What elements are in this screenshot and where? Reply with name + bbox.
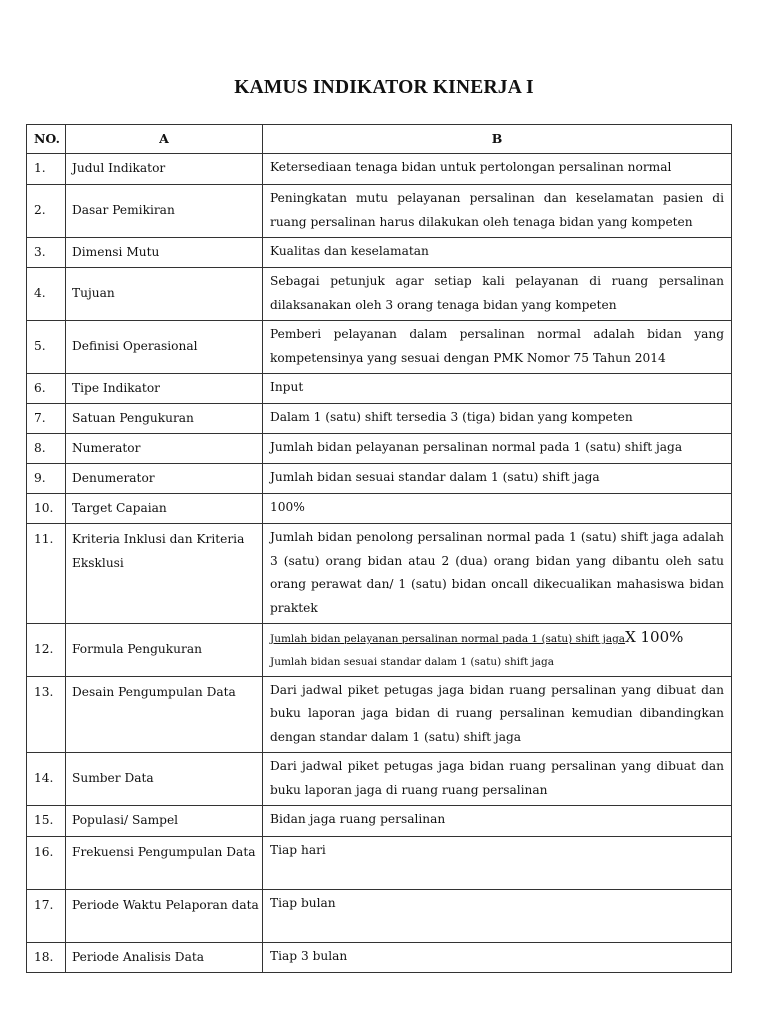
row-number: 7. <box>27 404 66 434</box>
row-label: Frekuensi Pengumpulan Data <box>66 837 263 890</box>
table-row <box>27 890 732 943</box>
table-row <box>27 524 732 624</box>
row-number: 6. <box>27 374 66 404</box>
row-label: Judul Indikator <box>66 154 263 185</box>
row-number: 3. <box>27 238 66 268</box>
row-value: Tiap bulan <box>263 890 732 943</box>
row-label: Populasi/ Sampel <box>66 806 263 837</box>
row-value: Tiap 3 bulan <box>263 943 732 973</box>
header-no: NO. <box>27 125 66 154</box>
row-label: Sumber Data <box>66 753 263 806</box>
indicator-table <box>26 124 732 973</box>
formula-denominator: Jumlah bidan sesuai standar dalam 1 (satu) shift jaga <box>270 655 555 668</box>
table-row <box>27 943 732 973</box>
row-value: Dari jadwal piket petugas jaga bidan ruang persalinan yang dibuat dan buku laporan jaga bidan di ruang persalinan kemudian dibandingkan dengan standar dalam 1 (satu) shift jaga <box>263 676 732 753</box>
row-label: Desain Pengumpulan Data <box>66 676 263 753</box>
header-b: B <box>263 125 732 154</box>
row-value: Sebagai petunjuk agar setiap kali pelayanan di ruang persalinan dilaksanakan oleh 3 orang tenaga bidan yang kompeten <box>263 268 732 321</box>
row-label: Kriteria Inklusi dan Kriteria Eksklusi <box>66 524 263 624</box>
row-label: Dasar Pemikiran <box>66 185 263 238</box>
row-value: Input <box>263 374 732 404</box>
row-label: Satuan Pengukuran <box>66 404 263 434</box>
row-number: 16. <box>27 837 66 890</box>
row-value: 100% <box>263 494 732 524</box>
table-row <box>27 154 732 185</box>
row-label: Denumerator <box>66 464 263 494</box>
row-label: Formula Pengukuran <box>66 624 263 677</box>
document-title: KAMUS INDIKATOR KINERJA I <box>234 77 534 98</box>
formula-cell <box>263 624 732 677</box>
table-row <box>27 404 732 434</box>
table-row <box>27 374 732 404</box>
row-number: 1. <box>27 154 66 185</box>
row-value: Bidan jaga ruang persalinan <box>263 806 732 837</box>
row-value: Jumlah bidan sesuai standar dalam 1 (satu) shift jaga <box>263 464 732 494</box>
formula-numerator: Jumlah bidan pelayanan persalinan normal pada 1 (satu) shift jaga <box>270 633 626 645</box>
row-label: Periode Analisis Data <box>66 943 263 973</box>
row-value: Peningkatan mutu pelayanan persalinan dan keselamatan pasien di ruang persalinan harus dilakukan oleh tenaga bidan yang kompeten <box>263 185 732 238</box>
table-row <box>27 676 732 753</box>
table-row <box>27 238 732 268</box>
row-number: 17. <box>27 890 66 943</box>
row-number: 8. <box>27 434 66 464</box>
row-value: Dalam 1 (satu) shift tersedia 3 (tiga) bidan yang kompeten <box>263 404 732 434</box>
row-value: Dari jadwal piket petugas jaga bidan ruang persalinan yang dibuat dan buku laporan jaga di ruang ruang persalinan <box>263 753 732 806</box>
row-value: Jumlah bidan penolong persalinan normal pada 1 (satu) shift jaga adalah 3 (satu) orang bidan atau 2 (dua) orang bidan yang dibantu oleh satu orang perawat dan/ 1 (satu) bidan oncall dikecualikan mahasiswa bidan praktek <box>263 524 732 624</box>
row-value: Tiap hari <box>263 837 732 890</box>
table-row <box>27 434 732 464</box>
row-number: 14. <box>27 753 66 806</box>
table-row <box>27 185 732 238</box>
row-number: 13. <box>27 676 66 753</box>
row-label: Dimensi Mutu <box>66 238 263 268</box>
row-number: 2. <box>27 185 66 238</box>
row-number: 12. <box>27 624 66 677</box>
table-row <box>27 268 732 321</box>
row-label: Periode Waktu Pelaporan data <box>66 890 263 943</box>
row-number: 15. <box>27 806 66 837</box>
row-label: Target Capaian <box>66 494 263 524</box>
row-value: Pemberi pelayanan dalam persalinan normal adalah bidan yang kompetensinya yang sesuai dengan PMK Nomor 75 Tahun 2014 <box>263 321 732 374</box>
table-row <box>27 494 732 524</box>
row-number: 4. <box>27 268 66 321</box>
table-header-row <box>27 125 732 154</box>
table-row <box>27 753 732 806</box>
row-number: 5. <box>27 321 66 374</box>
row-number: 11. <box>27 524 66 624</box>
row-value: Ketersediaan tenaga bidan untuk pertolongan persalinan normal <box>263 154 732 185</box>
row-number: 10. <box>27 494 66 524</box>
row-label: Tipe Indikator <box>66 374 263 404</box>
row-label: Tujuan <box>66 268 263 321</box>
header-a: A <box>66 125 263 154</box>
table-row <box>27 321 732 374</box>
row-number: 18. <box>27 943 66 973</box>
row-value: Jumlah bidan pelayanan persalinan normal pada 1 (satu) shift jaga <box>263 434 732 464</box>
row-label: Numerator <box>66 434 263 464</box>
row-value: Kualitas dan keselamatan <box>263 238 732 268</box>
formula-multiplier: X 100% <box>625 628 684 646</box>
table-row <box>27 806 732 837</box>
table-row <box>27 464 732 494</box>
table-row <box>27 837 732 890</box>
row-label: Definisi Operasional <box>66 321 263 374</box>
row-number: 9. <box>27 464 66 494</box>
table-row <box>27 624 732 677</box>
